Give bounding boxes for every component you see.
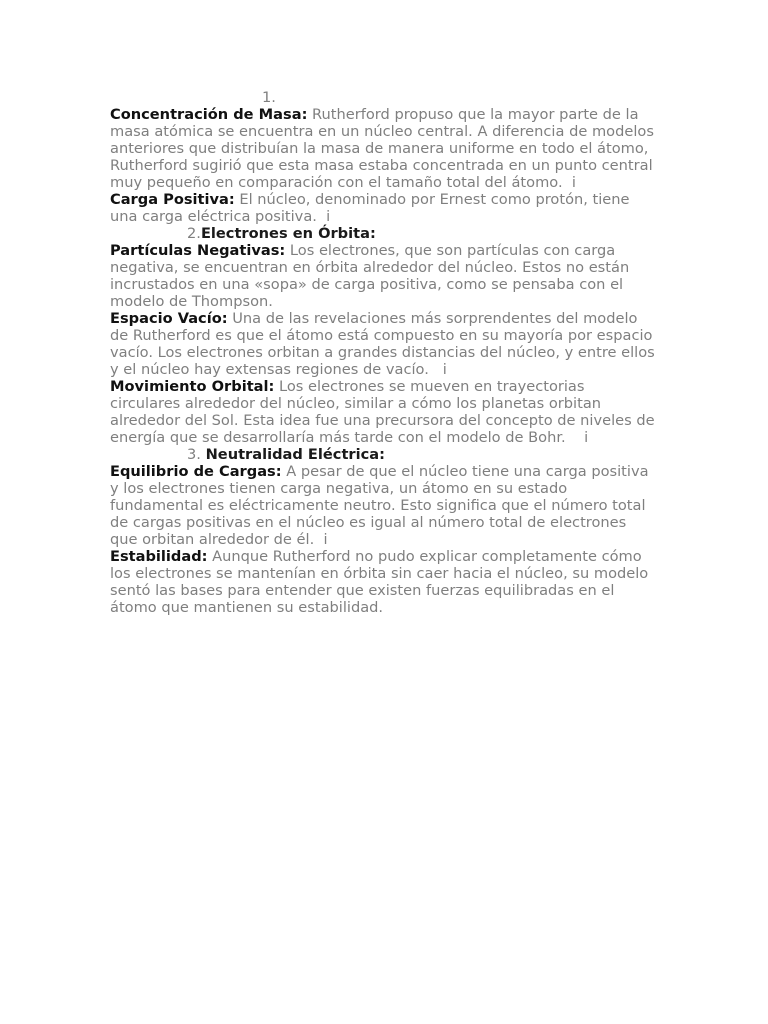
paragraph-text: Los electrones, que son partículas con carga negativa, se encuentran en órbita alrededor del núcleo. Estos no están incrustados en una «sopa» de carga positiva, como se pensaba con el modelo de Thompson. — [110, 242, 630, 310]
paragraph — [110, 548, 658, 616]
term-label: Movimiento Orbital: — [110, 378, 275, 395]
paragraph-text: El núcleo, denominado por Ernest como protón, tiene una carga eléctrica positiva. — [110, 191, 630, 225]
footnote-mark: i — [316, 208, 331, 225]
section-heading-2 — [110, 225, 658, 242]
term-label: Carga Positiva: — [110, 191, 235, 208]
section-number: 3. — [187, 446, 206, 463]
section-title: Electrones en Órbita: — [200, 225, 376, 242]
term-label: Equilibrio de Cargas: — [110, 463, 282, 480]
paragraph — [110, 242, 658, 310]
term-label: Partículas Negativas: — [110, 242, 286, 259]
paragraph-text: Los electrones se mueven en trayectorias circulares alrededor del núcleo, similar a cómo los planetas orbitan alrededor del Sol. Esta idea fue una precursora del concepto de niveles de energía que se desarrollaría más tarde con el modelo de Bohr. — [110, 378, 655, 446]
term-label: Concentración de Masa: — [110, 106, 308, 123]
paragraph — [110, 463, 658, 548]
footnote-mark: i — [562, 174, 576, 191]
paragraph-text: Rutherford propuso que la mayor parte de la masa atómica se encuentra en un núcleo central. A diferencia de modelos anteriores que distribuían la masa de manera uniforme en todo el átomo, Rutherford sugirió que esta masa estaba concentrada en un punto central muy pequeño en comparación con el tamaño total del átomo. — [110, 106, 654, 191]
paragraph — [110, 106, 658, 191]
section-heading-3 — [110, 446, 658, 463]
term-label: Estabilidad: — [110, 548, 208, 565]
footnote-mark: i — [428, 361, 447, 378]
paragraph-text: Una de las revelaciones más sorprendentes del modelo de Rutherford es que el átomo está compuesto en su mayoría por espacio vacío. Los electrones orbitan a grandes distancias del núcleo, y entre ellos y el núcleo hay extensas regiones de vacío. — [110, 310, 655, 378]
document-body — [110, 89, 658, 616]
paragraph — [110, 310, 658, 378]
section-number: 2. — [187, 225, 201, 242]
footnote-mark: i — [314, 531, 328, 548]
section-title: Neutralidad Eléctrica: — [205, 446, 385, 463]
section-heading-1 — [110, 89, 658, 106]
paragraph — [110, 191, 658, 225]
paragraph-text: A pesar de que el núcleo tiene una carga positiva y los electrones tienen carga negativa, un átomo en su estado fundamental es eléctricamente neutro. Esto significa que el número total de cargas positivas en el núcleo es igual al número total de electrones que orbitan alrededor de él. — [110, 463, 649, 548]
footnote-mark: i — [565, 429, 589, 446]
paragraph — [110, 378, 658, 446]
paragraph-text: Aunque Rutherford no pudo explicar completamente cómo los electrones se mantenían en órbita sin caer hacia el núcleo, su modelo sentó las bases para entender que existen fuerzas equilibradas en el átomo que mantienen su estabilidad. — [110, 548, 649, 616]
section-number: 1. — [262, 89, 276, 106]
term-label: Espacio Vacío: — [110, 310, 228, 327]
